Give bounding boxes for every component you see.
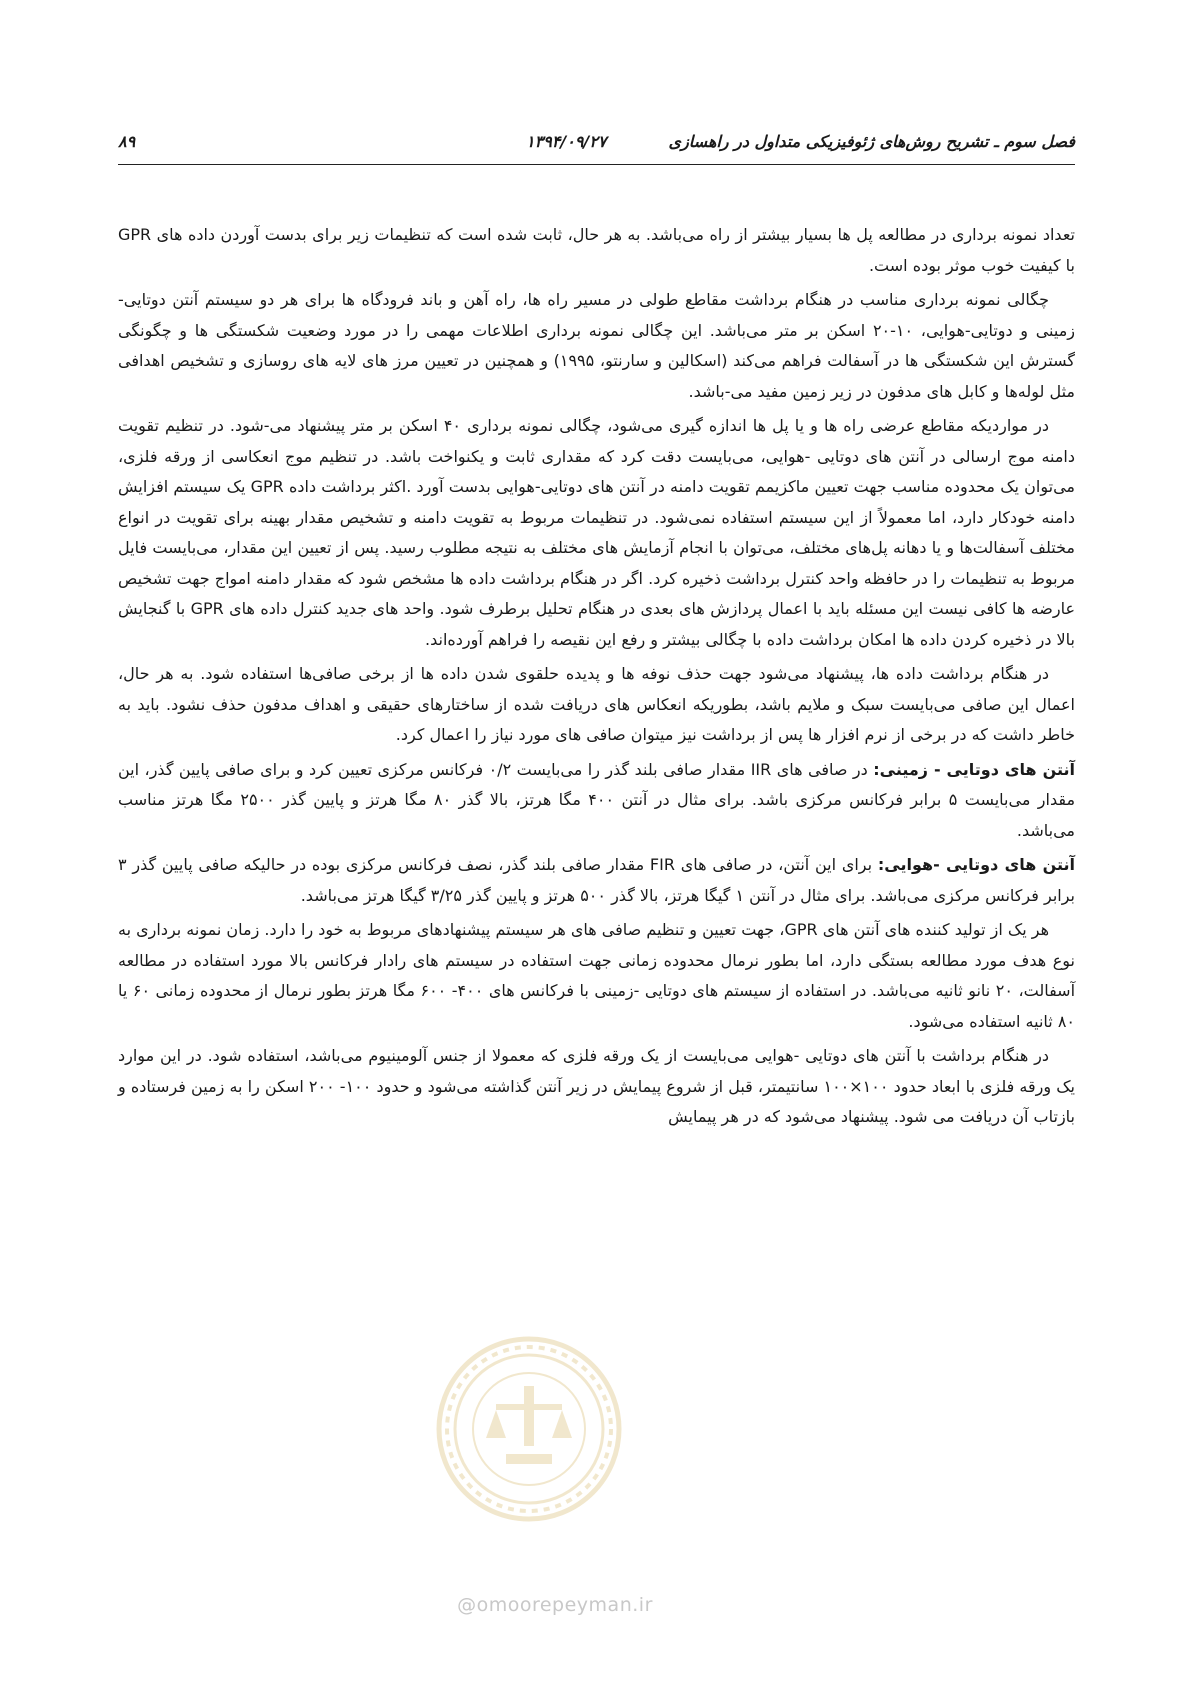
header-date: ۱۳۹۴/۰۹/۲۷	[526, 132, 607, 151]
document-body	[118, 220, 1075, 1137]
seal-watermark-icon	[434, 1334, 624, 1524]
footer-website: @omoorepeyman.ir	[457, 1594, 653, 1616]
paragraph-1: تعداد نمونه برداری در مطالعه پل ها بسیار بیشتر از راه می‌باشد. به هر حال، ثابت شده است که تنظیمات زیر برای بدست آوردن داده های GPR با کیفیت خوب موثر بوده است.	[118, 225, 1075, 275]
paragraph-5-heading: آنتن های دوتایی - زمینی:	[873, 759, 1076, 779]
paragraph-2: چگالی نمونه برداری مناسب در هنگام برداشت مقاطع طولی در مسیر راه ها، راه آهن و باند فرودگاه ها برای هر دو سیستم آنتن دوتایی-زمینی و دوتایی-هوایی، ۱۰-۲۰ اسکن بر متر می‌باشد. این چگالی نمونه برداری اطلاعات مهمی را در مورد وضعیت شکستگی ها و چگونگی گسترش این شکستگی ها در آسفالت فراهم می‌کند (اسکالین و سارنتو، ۱۹۹۵) و همچنین در تعیین مرز های لایه های روسازی و تشخیص اهدافی مثل لوله‌ها و کابل های مدفون در زیر زمین مفید می-باشد.	[118, 290, 1075, 401]
paragraph-5	[118, 755, 1075, 847]
paragraph-8: در هنگام برداشت با آنتن های دوتایی -هوایی می‌بایست از یک ورقه فلزی که معمولا از جنس آلومینیوم می‌باشد، استفاده شود. در این موارد یک ورقه فلزی با ابعاد حدود ۱۰۰×۱۰۰ سانتیمتر، قبل از شروع پیمایش در زیر آنتن گذاشته می‌شود و حدود ۱۰۰- ۲۰۰ اسکن را به زمین فرستاده و بازتاب آن دریافت می شود. پیشنهاد می‌شود که در هر پیمایش	[118, 1046, 1075, 1126]
paragraph-6	[118, 850, 1075, 911]
paragraph-3: در مواردیکه مقاطع عرضی راه ها و یا پل ها اندازه گیری می‌شود، چگالی نمونه برداری ۴۰ اسکن بر متر پیشنهاد می-شود. در تنظیم تقویت دامنه موج ارسالی در آنتن های دوتایی -هوایی، می‌بایست دقت کرد که مقداری ثابت و یکنواخت باشد. در تنظیم موج انعکاسی از ورقه فلزی، می‌توان یک محدوده مناسب جهت تعیین ماکزیمم تقویت دامنه در آنتن های دوتایی-هوایی بدست آورد .اکثر برداشت داده GPR یک سیستم افزایش دامنه خودکار دارد، اما معمولاً از این سیستم استفاده نمی‌شود. در تنظیمات مربوط به تقویت دامنه و تشخیص مقدار بهینه برای تقویت در انواع مختلف آسفالت‌ها و یا دهانه پل‌های مختلف، می‌توان با انجام آزمایش های مختلف به نتیجه مطلوب رسید. پس از تعیین این مقدار، می‌بایست فایل مربوط به تنظیمات را در حافظه واحد کنترل برداشت ذخیره کرد. اگر در هنگام برداشت داده ها مشخص شود که مقدار دامنه امواج جهت تشخیص عارضه ها کافی نیست این مسئله باید با اعمال پردازش های بعدی در هنگام تحلیل برطرف شود. واحد های جدید کنترل داده های GPR با گنجایش بالا در ذخیره کردن داده ها امکان برداشت داده با چگالی بیشتر و رفع این نقیصه را فراهم آورده‌اند.	[118, 416, 1076, 649]
paragraph-6-text: برای این آنتن، در صافی های FIR مقدار صافی بلند گذر، نصف فرکانس مرکزی بوده در حالیکه صافی پایین گذر ۳ برابر فرکانس مرکزی می‌باشد. برای مثال در آنتن ۱ گیگا هرتز، بالا گذر ۵۰۰ هرتز و پایین گذر ۳/۲۵ گیگا هرتز می‌باشد.	[118, 855, 1075, 905]
chapter-title: فصل سوم ـ تشریح روش‌های ژئوفیزیکی متداول در راهسازی	[668, 132, 1075, 151]
running-header	[118, 128, 1075, 158]
paragraph-6-heading: آنتن های دوتایی -هوایی:	[877, 855, 1076, 874]
page-number: ۸۹	[118, 132, 136, 151]
header-divider	[118, 164, 1075, 165]
paragraph-5-text: در صافی های IIR مقدار صافی بلند گذر را می‌بایست ۰/۲ فرکانس مرکزی تعیین کرد و برای صافی پایین گذر، این مقدار می‌بایست ۵ برابر فرکانس مرکزی باشد. برای مثال در آنتن ۴۰۰ مگا هرتز، بالا گذر ۸۰ مگا هرتز و پایین گذر ۲۵۰۰ مگا هرتز مناسب می‌باشد.	[118, 759, 1076, 840]
paragraph-4: در هنگام برداشت داده ها، پیشنهاد می‌شود جهت حذف نوفه ها و پدیده حلقوی شدن داده ها از برخی صافی‌ها استفاده شود. به هر حال، اعمال این صافی می‌بایست سبک و ملایم باشد، بطوریکه انعکاس های دریافت شده از ساختارهای حقیقی و اهداف مدفون حذف نشود. باید به خاطر داشت که در برخی از نرم افزار ها پس از برداشت نیز میتوان صافی های مورد نیاز را اعمال کرد.	[118, 664, 1075, 744]
paragraph-7: هر یک از تولید کننده های آنتن های GPR، جهت تعیین و تنظیم صافی های هر سیستم پیشنهادهای مربوط به خود را دارد. زمان نمونه برداری به نوع هدف مورد مطالعه بستگی دارد، اما بطور نرمال محدوده زمانی جهت استفاده در سیستم های رادار فرکانس بالا مورد استفاده در مطالعه آسفالت، ۲۰ نانو ثانیه می‌باشد. در استفاده از سیستم های دوتایی -زمینی با فرکانس های ۴۰۰- ۶۰۰ مگا هرتز بطور نرمال از محدوده زمانی ۶۰ یا ۸۰ ثانیه استفاده می‌شود.	[118, 920, 1076, 1031]
